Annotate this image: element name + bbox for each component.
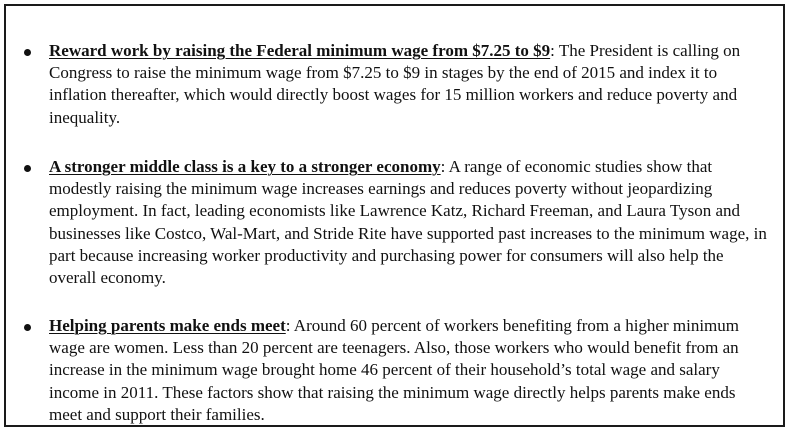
bullet-item-middle-class (49, 156, 769, 289)
document-box (4, 4, 785, 427)
bullet-dot-icon (24, 165, 31, 172)
bullet-body: The President is calling on Congress to raise the minimum wage from $7.25 to $9 in stages by the end of 2015 and index it to inflation thereafter, which would directly boost wages for 15 million workers and reduce poverty and inequality. (49, 41, 741, 127)
bullet-body: Around 60 percent of workers benefiting from a higher minimum wage are women. Less than 20 percent are teenagers. Also, those workers who would benefit from an increase in the minimum wage brought home 46 percent of their household’s total wage and salary income in 2011. These factors show that raising the minimum wage directly helps parents make ends meet and support their families. (49, 316, 739, 424)
bullet-heading: Reward work by raising the Federal minimum wage from $7.25 to $9 (49, 41, 551, 60)
bullet-body: A range of economic studies show that modestly raising the minimum wage increases earnings and reduces poverty without jeopardizing employment. In fact, leading economists like Lawrence Katz, Richard Freeman, and Laura Tyson and businesses like Costco, Wal-Mart, and Stride Rite have supported past increases to the minimum wage, in part because increasing worker productivity and purchasing power for consumers will also help the overall economy. (49, 157, 767, 288)
bullet-dot-icon (24, 324, 31, 331)
bullet-dot-icon (24, 49, 31, 56)
bullet-separator: : (550, 41, 555, 60)
bullet-separator: : (440, 157, 446, 176)
bullet-item-parents (49, 315, 769, 426)
bullet-separator: : (285, 316, 291, 335)
bullet-heading: A stronger middle class is a key to a stronger economy (49, 157, 441, 176)
bullet-heading: Helping parents make ends meet (49, 316, 286, 335)
bullet-item-minimum-wage (49, 40, 769, 129)
